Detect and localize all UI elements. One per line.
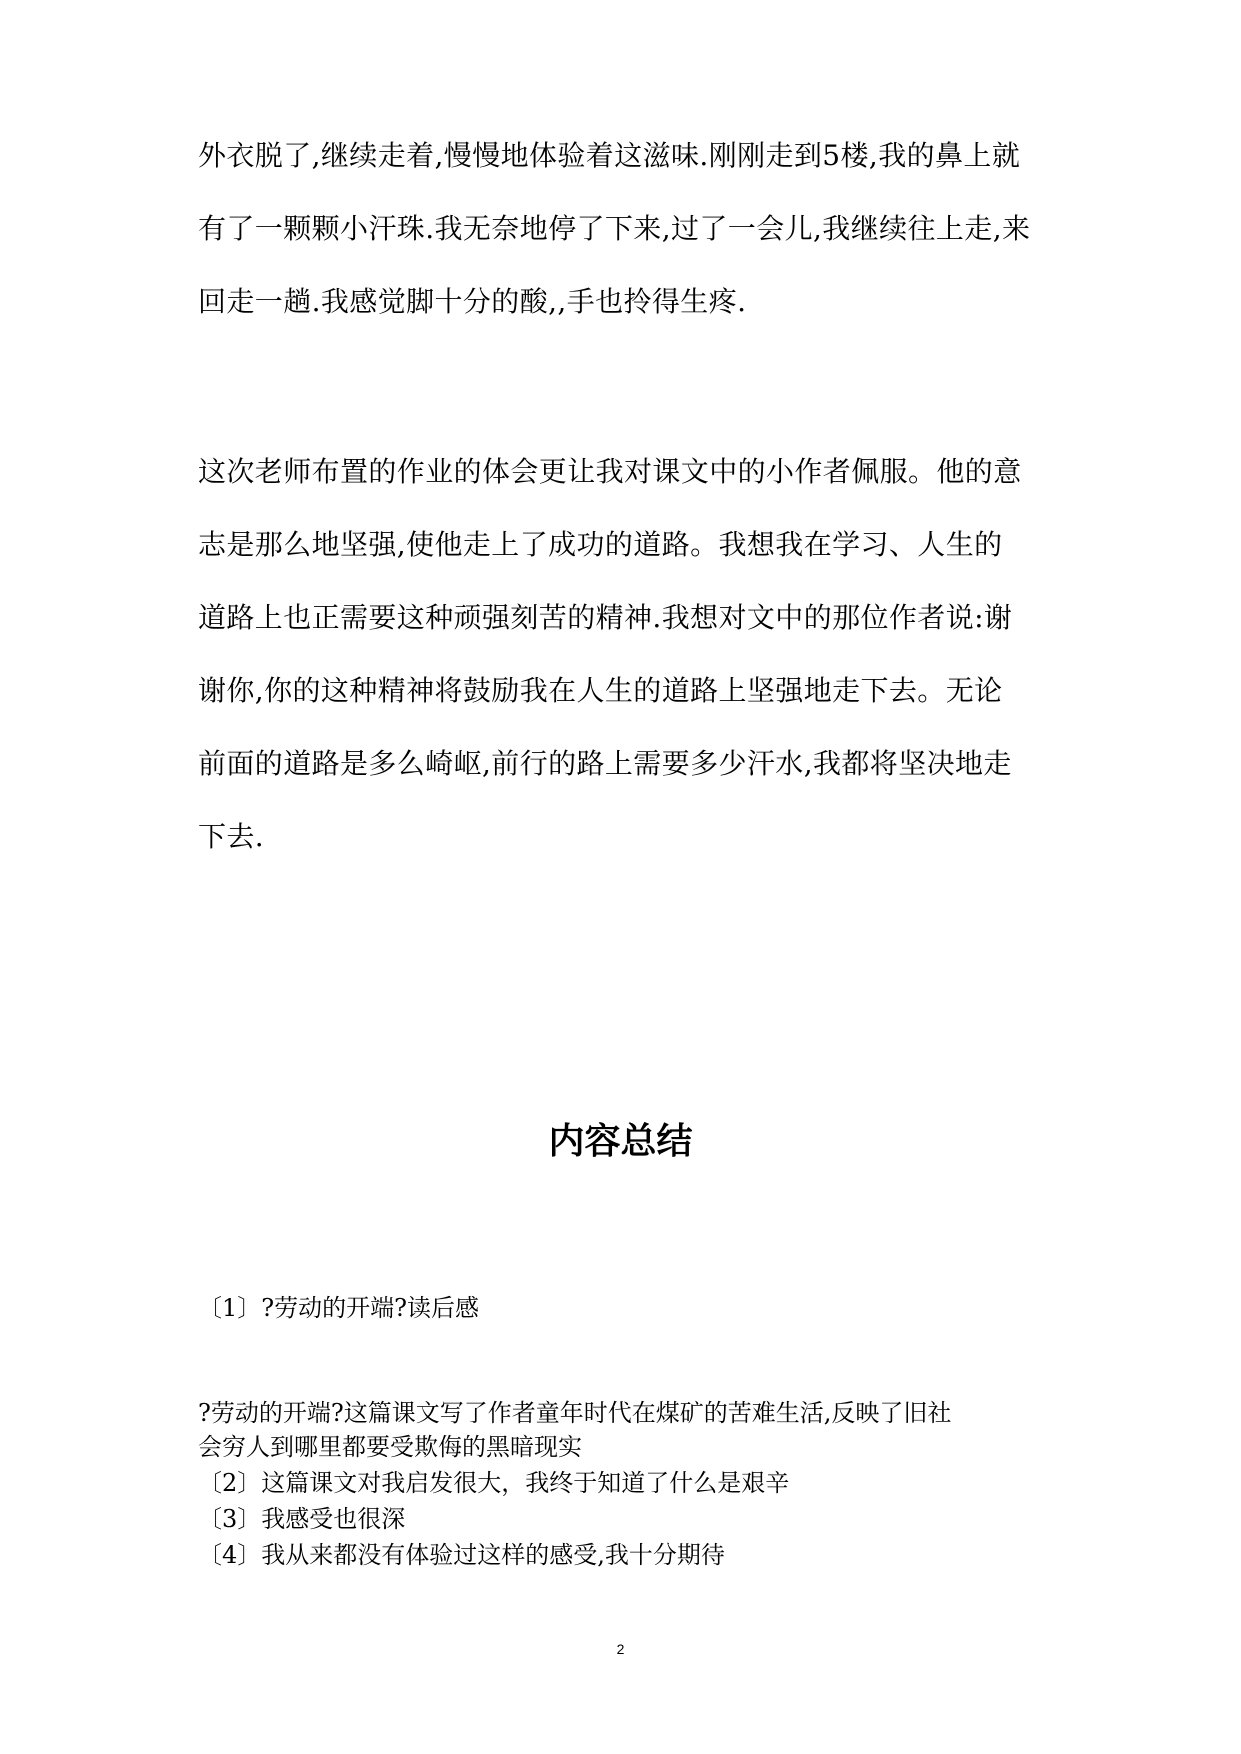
- summary-item: 〔2〕这篇课文对我启发很大，我终于知道了什么是艰辛: [198, 1469, 790, 1497]
- page-number: 2: [616, 1641, 625, 1657]
- summary-item: 〔3〕我感受也很深: [198, 1505, 406, 1533]
- body-text-line: 前面的道路是多么崎岖,前行的路上需要多少汗水,我都将坚决地走: [198, 747, 1012, 780]
- body-text-line: 谢你,你的这种精神将鼓励我在人生的道路上坚强地走下去。无论: [198, 674, 1003, 707]
- body-text-line: 这次老师布置的作业的体会更让我对课文中的小作者佩服。他的意: [198, 455, 1022, 488]
- body-text-line: 志是那么地坚强,使他走上了成功的道路。我想我在学习、人生的: [198, 528, 1003, 561]
- summary-intro-line: ?劳动的开端?这篇课文写了作者童年时代在煤矿的苦难生活,反映了旧社: [198, 1399, 952, 1427]
- summary-intro-line: 会穷人到哪里都要受欺侮的黑暗现实: [198, 1433, 582, 1461]
- summary-item: 〔4〕我从来都没有体验过这样的感受,我十分期待: [198, 1541, 725, 1569]
- body-text-line: 道路上也正需要这种顽强刻苦的精神.我想对文中的那位作者说:谢: [198, 601, 1013, 634]
- body-text-line: 回走一趟.我感觉脚十分的酸,,手也拎得生疼.: [198, 285, 747, 318]
- body-text-line: 下去.: [198, 820, 265, 853]
- summary-item: 〔1〕?劳动的开端?读后感: [198, 1294, 480, 1322]
- body-text-line: 有了一颗颗小汗珠.我无奈地停了下来,过了一会儿,我继续往上走,来: [198, 212, 1031, 245]
- body-text-line: 外衣脱了,继续走着,慢慢地体验着这滋味.刚刚走到5楼,我的鼻上就: [198, 139, 1021, 172]
- summary-heading: 内容总结: [548, 1121, 693, 1162]
